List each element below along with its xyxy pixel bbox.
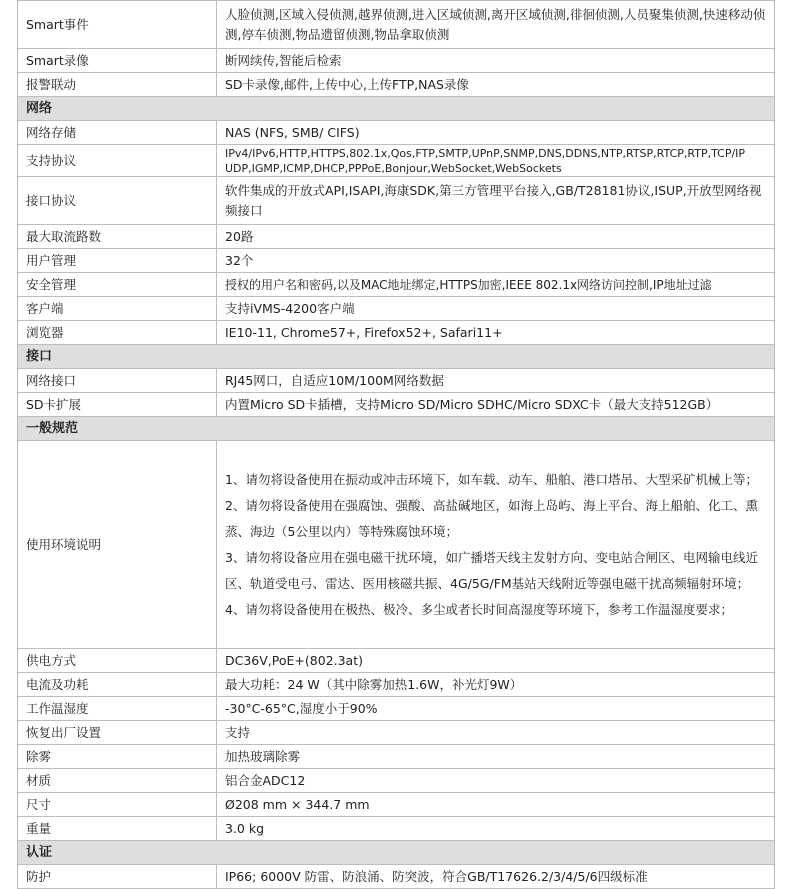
table-row <box>18 649 775 673</box>
section-title: 网络 <box>18 97 775 121</box>
row-value: SD卡录像,邮件,上传中心,上传FTP,NAS录像 <box>217 73 775 97</box>
table-row <box>18 73 775 97</box>
table-row <box>18 121 775 145</box>
row-value: 内置Micro SD卡插槽，支持Micro SD/Micro SDHC/Micro SDXC卡（最大支持512GB） <box>217 393 775 417</box>
table-row <box>18 297 775 321</box>
section-header <box>18 417 775 441</box>
table-row <box>18 745 775 769</box>
row-label: 用户管理 <box>18 249 217 273</box>
row-value: IPv4/IPv6,HTTP,HTTPS,802.1x,Qos,FTP,SMTP,UPnP,SNMP,DNS,DDNS,NTP,RTSP,RTCP,RTP,TCP/IP UDP,IGMP,ICMP,DHCP,PPPoE,Bonjour,WebSocket,WebSockets <box>217 145 775 177</box>
table-row <box>18 817 775 841</box>
row-label: 材质 <box>18 769 217 793</box>
row-value: Ø208 mm × 344.7 mm <box>217 793 775 817</box>
table-row <box>18 673 775 697</box>
table-row <box>18 321 775 345</box>
row-value: IP66; 6000V 防雷、防浪涌、防突波，符合GB/T17626.2/3/4/5/6四级标准 <box>217 865 775 889</box>
row-label: 网络存储 <box>18 121 217 145</box>
row-value: IE10-11, Chrome57+, Firefox52+, Safari11+ <box>217 321 775 345</box>
row-label: 防护 <box>18 865 217 889</box>
row-value: 最大功耗：24 W（其中除雾加热1.6W，补光灯9W） <box>217 673 775 697</box>
section-title: 一般规范 <box>18 417 775 441</box>
table-row <box>18 697 775 721</box>
row-value: 断网续传,智能后检索 <box>217 49 775 73</box>
spec-table <box>17 0 775 889</box>
row-label: 尺寸 <box>18 793 217 817</box>
row-label: 支持协议 <box>18 145 217 177</box>
row-value: 1、请勿将设备使用在振动或冲击环境下，如车载、动车、船舶、港口塔吊、大型采矿机械上等； 2、请勿将设备使用在强腐蚀、强酸、高盐碱地区，如海上岛屿、海上平台、海上船舶、化工、熏蒸、海边（5公里以内）等特殊腐蚀环境； 3、请勿将设备应用在强电磁干扰环境，如广播塔天线主发射方向、变电站合闸区、电网输电线近区、轨道受电弓、雷达、医用核磁共振、4G/5G/FM基站天线附近等强电磁干扰高频辐射环境； 4、请勿将设备使用在极热、极冷、多尘或者长时间高湿度等环境下，参考工作温湿度要求； <box>217 441 775 649</box>
table-row <box>18 249 775 273</box>
section-title: 认证 <box>18 841 775 865</box>
table-row <box>18 225 775 249</box>
row-value: 软件集成的开放式API,ISAPI,海康SDK,第三方管理平台接入,GB/T28181协议,ISUP,开放型网络视频接口 <box>217 177 775 225</box>
row-value: -30°C-65°C,湿度小于90% <box>217 697 775 721</box>
row-label: 使用环境说明 <box>18 441 217 649</box>
row-label: SD卡扩展 <box>18 393 217 417</box>
row-value: NAS (NFS, SMB/ CIFS) <box>217 121 775 145</box>
row-value: 加热玻璃除雾 <box>217 745 775 769</box>
row-label: 重量 <box>18 817 217 841</box>
section-header <box>18 841 775 865</box>
section-header <box>18 97 775 121</box>
row-value: 支持iVMS-4200客户端 <box>217 297 775 321</box>
row-value: 32个 <box>217 249 775 273</box>
row-label: 安全管理 <box>18 273 217 297</box>
row-label: Smart事件 <box>18 1 217 49</box>
row-label: 网络接口 <box>18 369 217 393</box>
row-label: 除雾 <box>18 745 217 769</box>
table-row <box>18 441 775 649</box>
table-row <box>18 793 775 817</box>
row-label: Smart录像 <box>18 49 217 73</box>
row-value: DC36V,PoE+(802.3at) <box>217 649 775 673</box>
section-title: 接口 <box>18 345 775 369</box>
section-header <box>18 345 775 369</box>
table-row <box>18 1 775 49</box>
row-value: RJ45网口，自适应10M/100M网络数据 <box>217 369 775 393</box>
row-label: 浏览器 <box>18 321 217 345</box>
row-label: 报警联动 <box>18 73 217 97</box>
table-row <box>18 273 775 297</box>
table-row <box>18 865 775 889</box>
row-label: 供电方式 <box>18 649 217 673</box>
table-row <box>18 721 775 745</box>
row-value: 铝合金ADC12 <box>217 769 775 793</box>
row-value: 支持 <box>217 721 775 745</box>
row-value: 人脸侦测,区域入侵侦测,越界侦测,进入区域侦测,离开区域侦测,徘徊侦测,人员聚集侦测,快速移动侦测,停车侦测,物品遗留侦测,物品拿取侦测 <box>217 1 775 49</box>
table-row <box>18 393 775 417</box>
row-label: 最大取流路数 <box>18 225 217 249</box>
table-row <box>18 177 775 225</box>
table-row <box>18 145 775 177</box>
row-label: 接口协议 <box>18 177 217 225</box>
row-label: 工作温湿度 <box>18 697 217 721</box>
table-row <box>18 769 775 793</box>
row-value: 20路 <box>217 225 775 249</box>
row-label: 电流及功耗 <box>18 673 217 697</box>
row-label: 恢复出厂设置 <box>18 721 217 745</box>
table-row <box>18 49 775 73</box>
table-row <box>18 369 775 393</box>
row-value: 3.0 kg <box>217 817 775 841</box>
row-label: 客户端 <box>18 297 217 321</box>
row-value: 授权的用户名和密码,以及MAC地址绑定,HTTPS加密,IEEE 802.1x网络访问控制,IP地址过滤 <box>217 273 775 297</box>
